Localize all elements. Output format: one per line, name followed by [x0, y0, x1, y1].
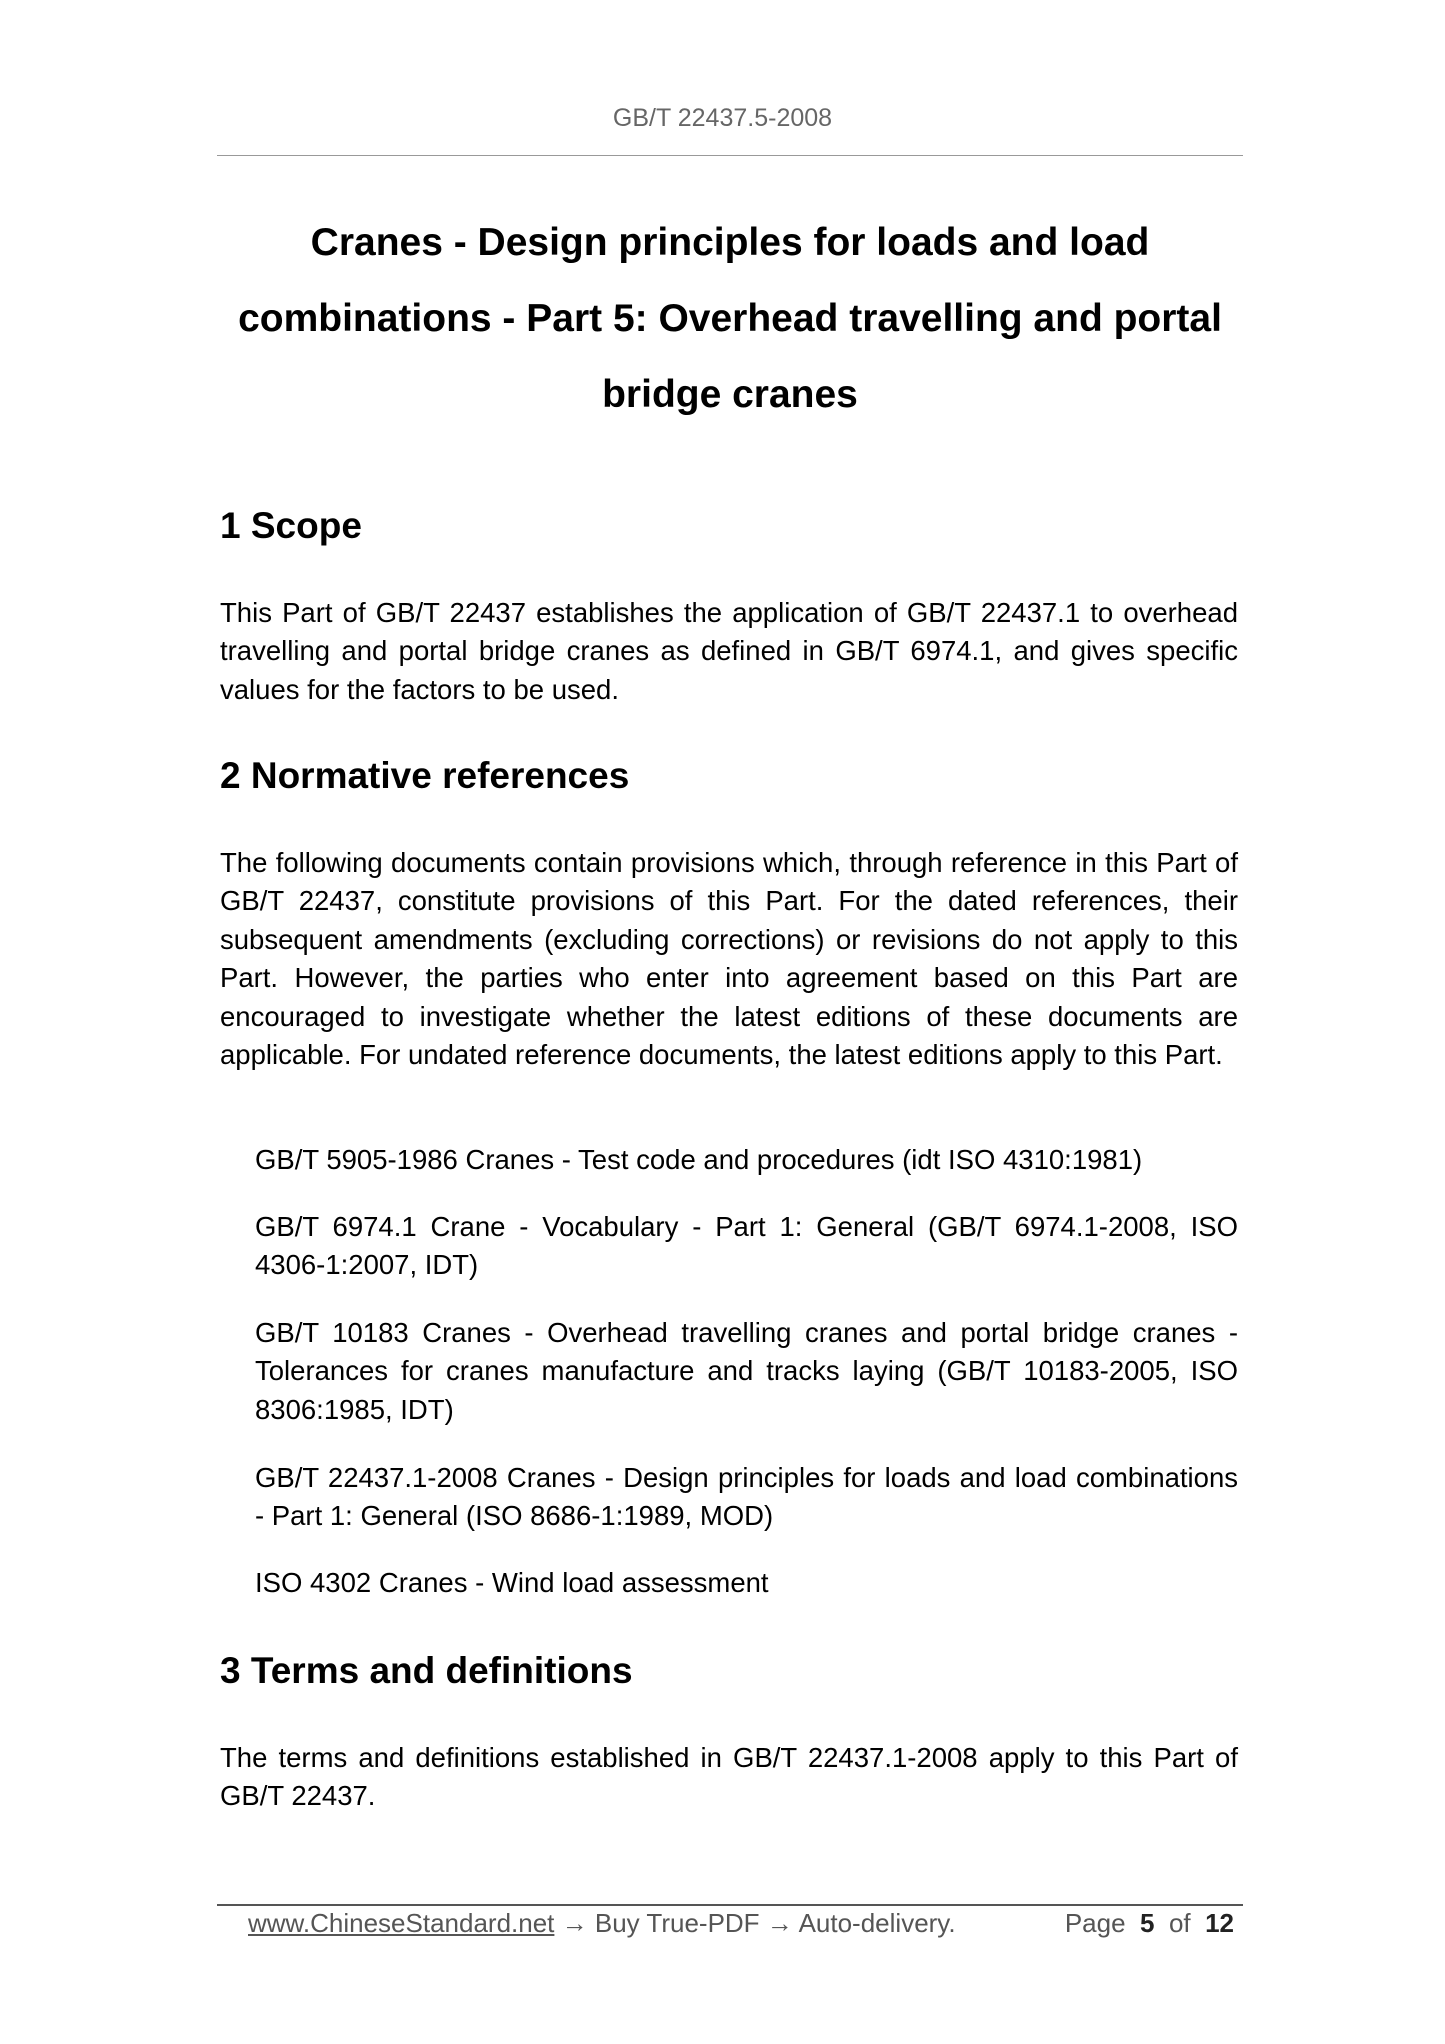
document-header: GB/T 22437.5-2008	[612, 104, 833, 132]
reference-item: ISO 4302 Cranes - Wind load assessment	[255, 1567, 769, 1598]
footer-divider	[217, 1904, 1243, 1906]
footer-tagline: → Buy True-PDF → Auto-delivery.	[554, 1908, 956, 1938]
current-page-number: 5	[1140, 1908, 1155, 1938]
total-pages-number: 12	[1205, 1908, 1234, 1938]
reference-item: GB/T 6974.1 Crane - Vocabulary - Part 1: General (GB/T 6974.1-2008, ISO 4306-1:2007, IDT)	[255, 1211, 1238, 1281]
page-indicator: Page 5 of 12	[1064, 1908, 1234, 1938]
reference-item: GB/T 10183 Cranes - Overhead travelling cranes and portal bridge cranes - Tolerances for cranes manufacture and tracks laying (GB/T 10183-2005, ISO 8306:1985, IDT)	[255, 1317, 1238, 1425]
scope-paragraph: This Part of GB/T 22437 establishes the application of GB/T 22437.1 to overhead travelling and portal bridge cranes as defined in GB/T 6974.1, and gives specific values for the factors to be used.	[220, 597, 1238, 705]
footer-text	[248, 1908, 956, 1939]
document-title: Cranes - Design principles for loads and load combinations - Part 5: Overhead travelling and portal bridge cranes	[238, 221, 1222, 416]
section-heading-normative-references: 2 Normative references	[220, 755, 630, 796]
website-link[interactable]: www.ChineseStandard.net	[248, 1908, 555, 1938]
header-divider	[217, 155, 1243, 156]
terms-paragraph: The terms and definitions established in GB/T 22437.1-2008 apply to this Part of GB/T 22437.	[220, 1742, 1238, 1812]
reference-item: GB/T 22437.1-2008 Cranes - Design principles for loads and load combinations - Part 1: General (ISO 8686-1:1989, MOD)	[255, 1462, 1238, 1532]
normative-paragraph: The following documents contain provisions which, through reference in this Part of GB/T 22437, constitute provisions of this Part. For the dated references, their subsequent amendments (excluding corrections) or revisions do not apply to this Part. However, the parties who enter into agreement based on this Part are encouraged to investigate whether the latest editions of these documents are applicable. For undated reference documents, the latest editions apply to this Part.	[220, 847, 1238, 1071]
reference-item: GB/T 5905-1986 Cranes - Test code and procedures (idt ISO 4310:1981)	[255, 1144, 1143, 1175]
section-heading-scope: 1 Scope	[220, 505, 362, 546]
section-heading-terms: 3 Terms and definitions	[220, 1650, 633, 1691]
